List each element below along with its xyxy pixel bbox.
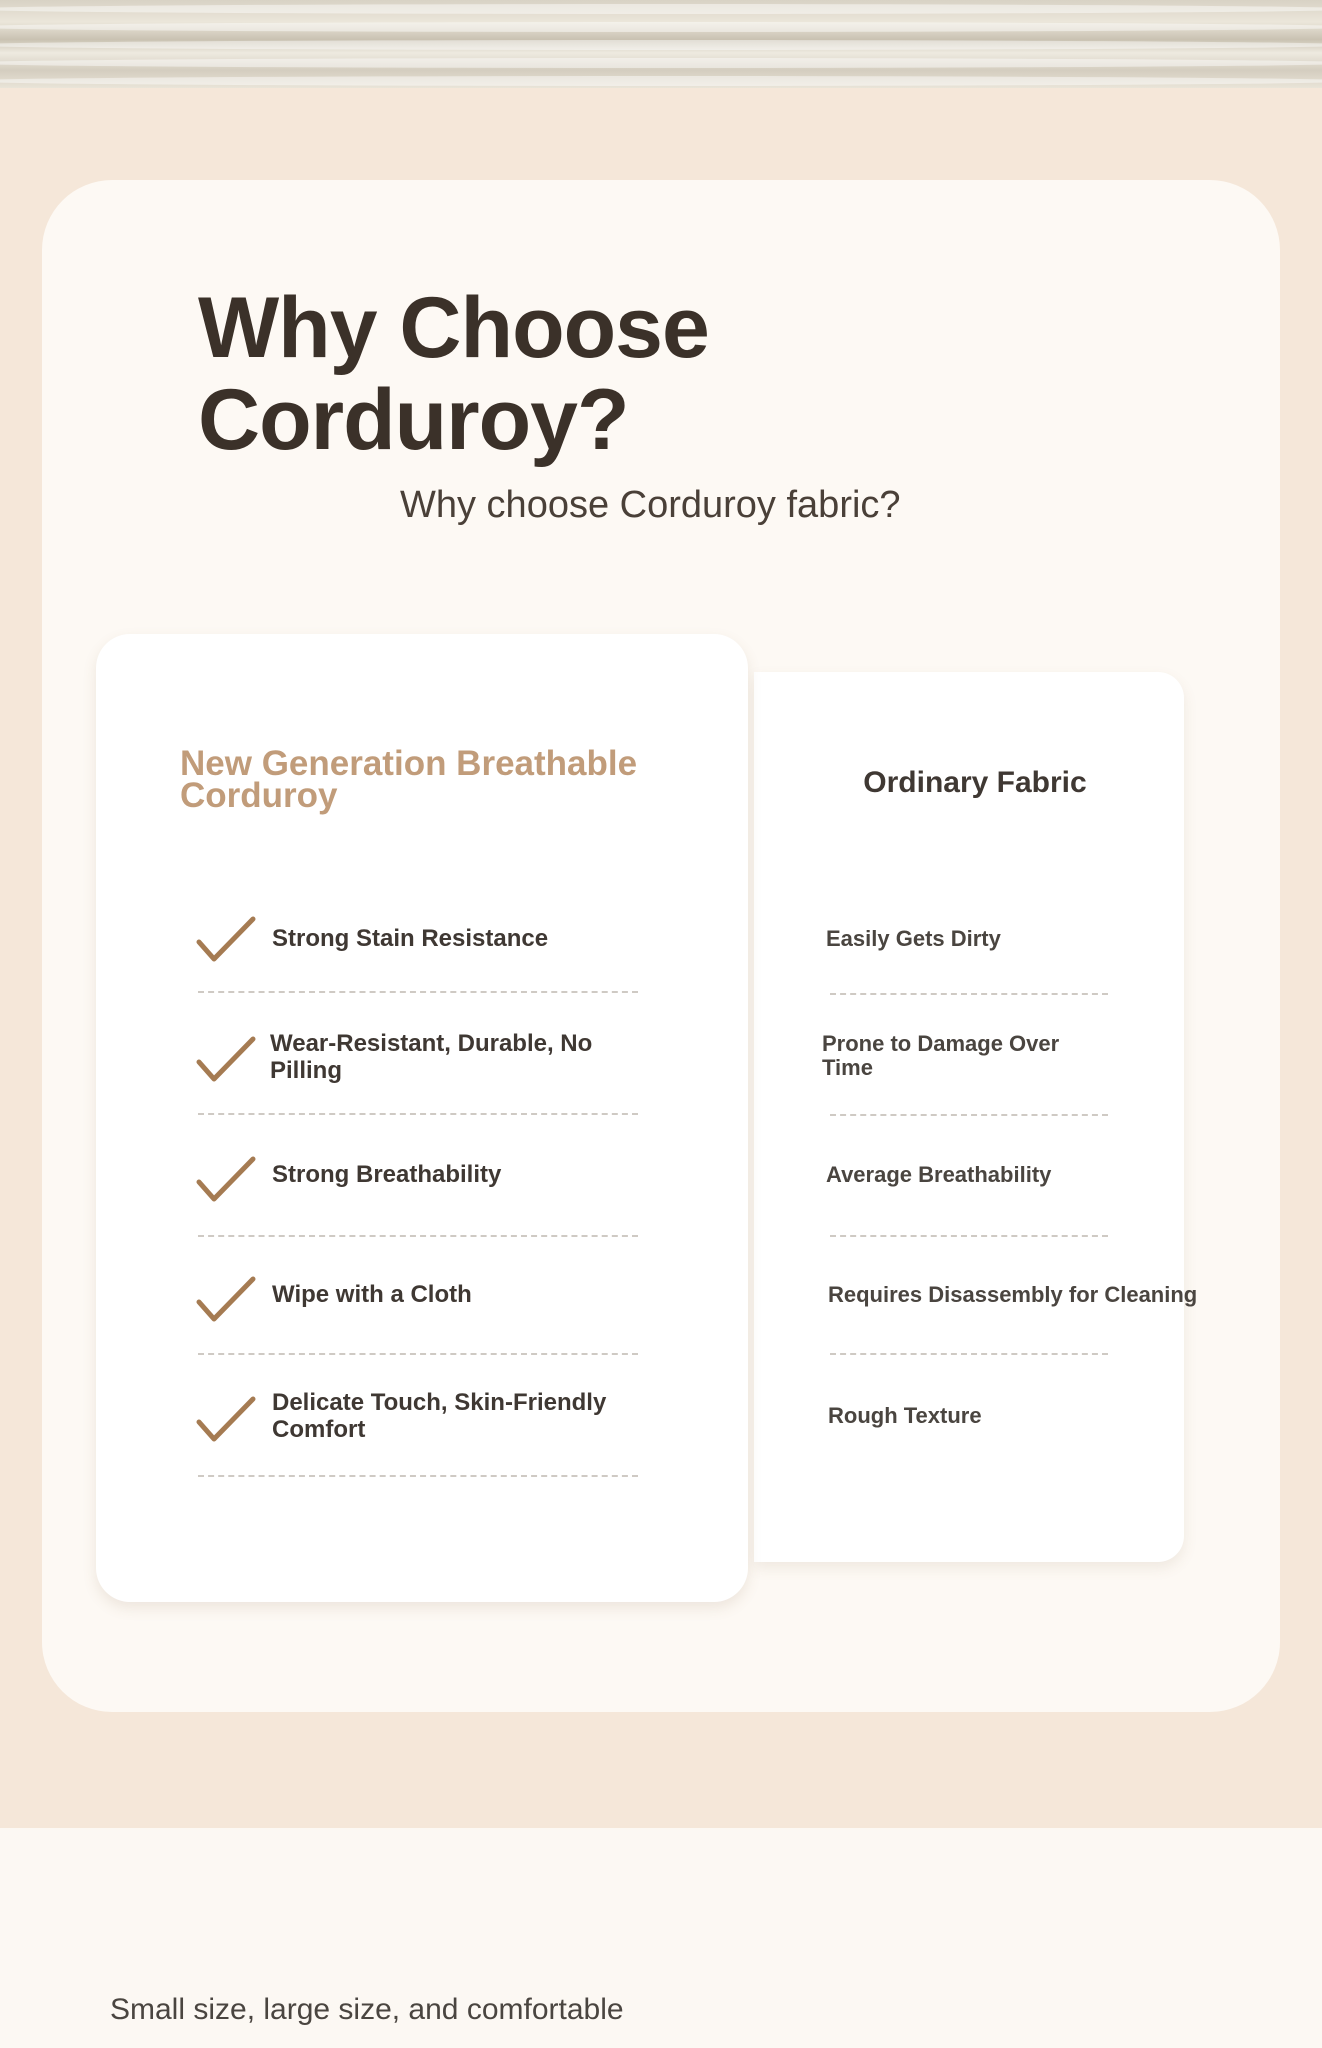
checkmark-icon [196,1276,256,1322]
divider [830,1235,1108,1237]
feature-item: Strong Stain Resistance [272,925,549,952]
divider [198,991,638,993]
page-subtitle: Why choose Corduroy fabric? [400,484,901,526]
ordinary-item: Requires Disassembly for Cleaning [828,1282,1198,1307]
checkmark-icon [196,1036,256,1082]
checkmark-icon [196,1156,256,1202]
divider [198,1235,638,1237]
ordinary-item: Rough Texture [828,1403,982,1428]
footer-caption: Small size, large size, and comfortable [110,1993,624,2026]
feature-item: Strong Breathability [272,1161,502,1188]
fabric-ridge [0,22,1322,32]
corduroy-fabric-photo [0,0,1322,88]
divider [830,1353,1108,1355]
feature-item: Delicate Touch, Skin-Friendly Comfort [272,1389,607,1443]
divider [198,1475,638,1477]
ordinary-card-heading: Ordinary Fabric [863,766,1087,799]
fabric-ridge [0,40,1322,50]
fabric-ridge [0,58,1322,68]
fabric-ridge [0,76,1322,86]
divider [830,1114,1108,1116]
divider [198,1113,638,1115]
corduroy-card-heading: New Generation Breathable Corduroy [180,744,638,815]
divider [198,1353,638,1355]
page-title: Why Choose Corduroy? [198,280,709,468]
checkmark-icon [196,1396,256,1442]
fabric-ridge [0,4,1322,14]
ordinary-item: Average Breathability [826,1162,1052,1187]
ordinary-item: Prone to Damage Over Time [822,1031,1060,1080]
divider [830,993,1108,995]
feature-item: Wipe with a Cloth [272,1281,472,1308]
ordinary-fabric-card [754,672,1184,1562]
feature-item: Wear-Resistant, Durable, No Pilling [270,1030,593,1084]
ordinary-item: Easily Gets Dirty [826,926,1001,951]
checkmark-icon [196,916,256,962]
